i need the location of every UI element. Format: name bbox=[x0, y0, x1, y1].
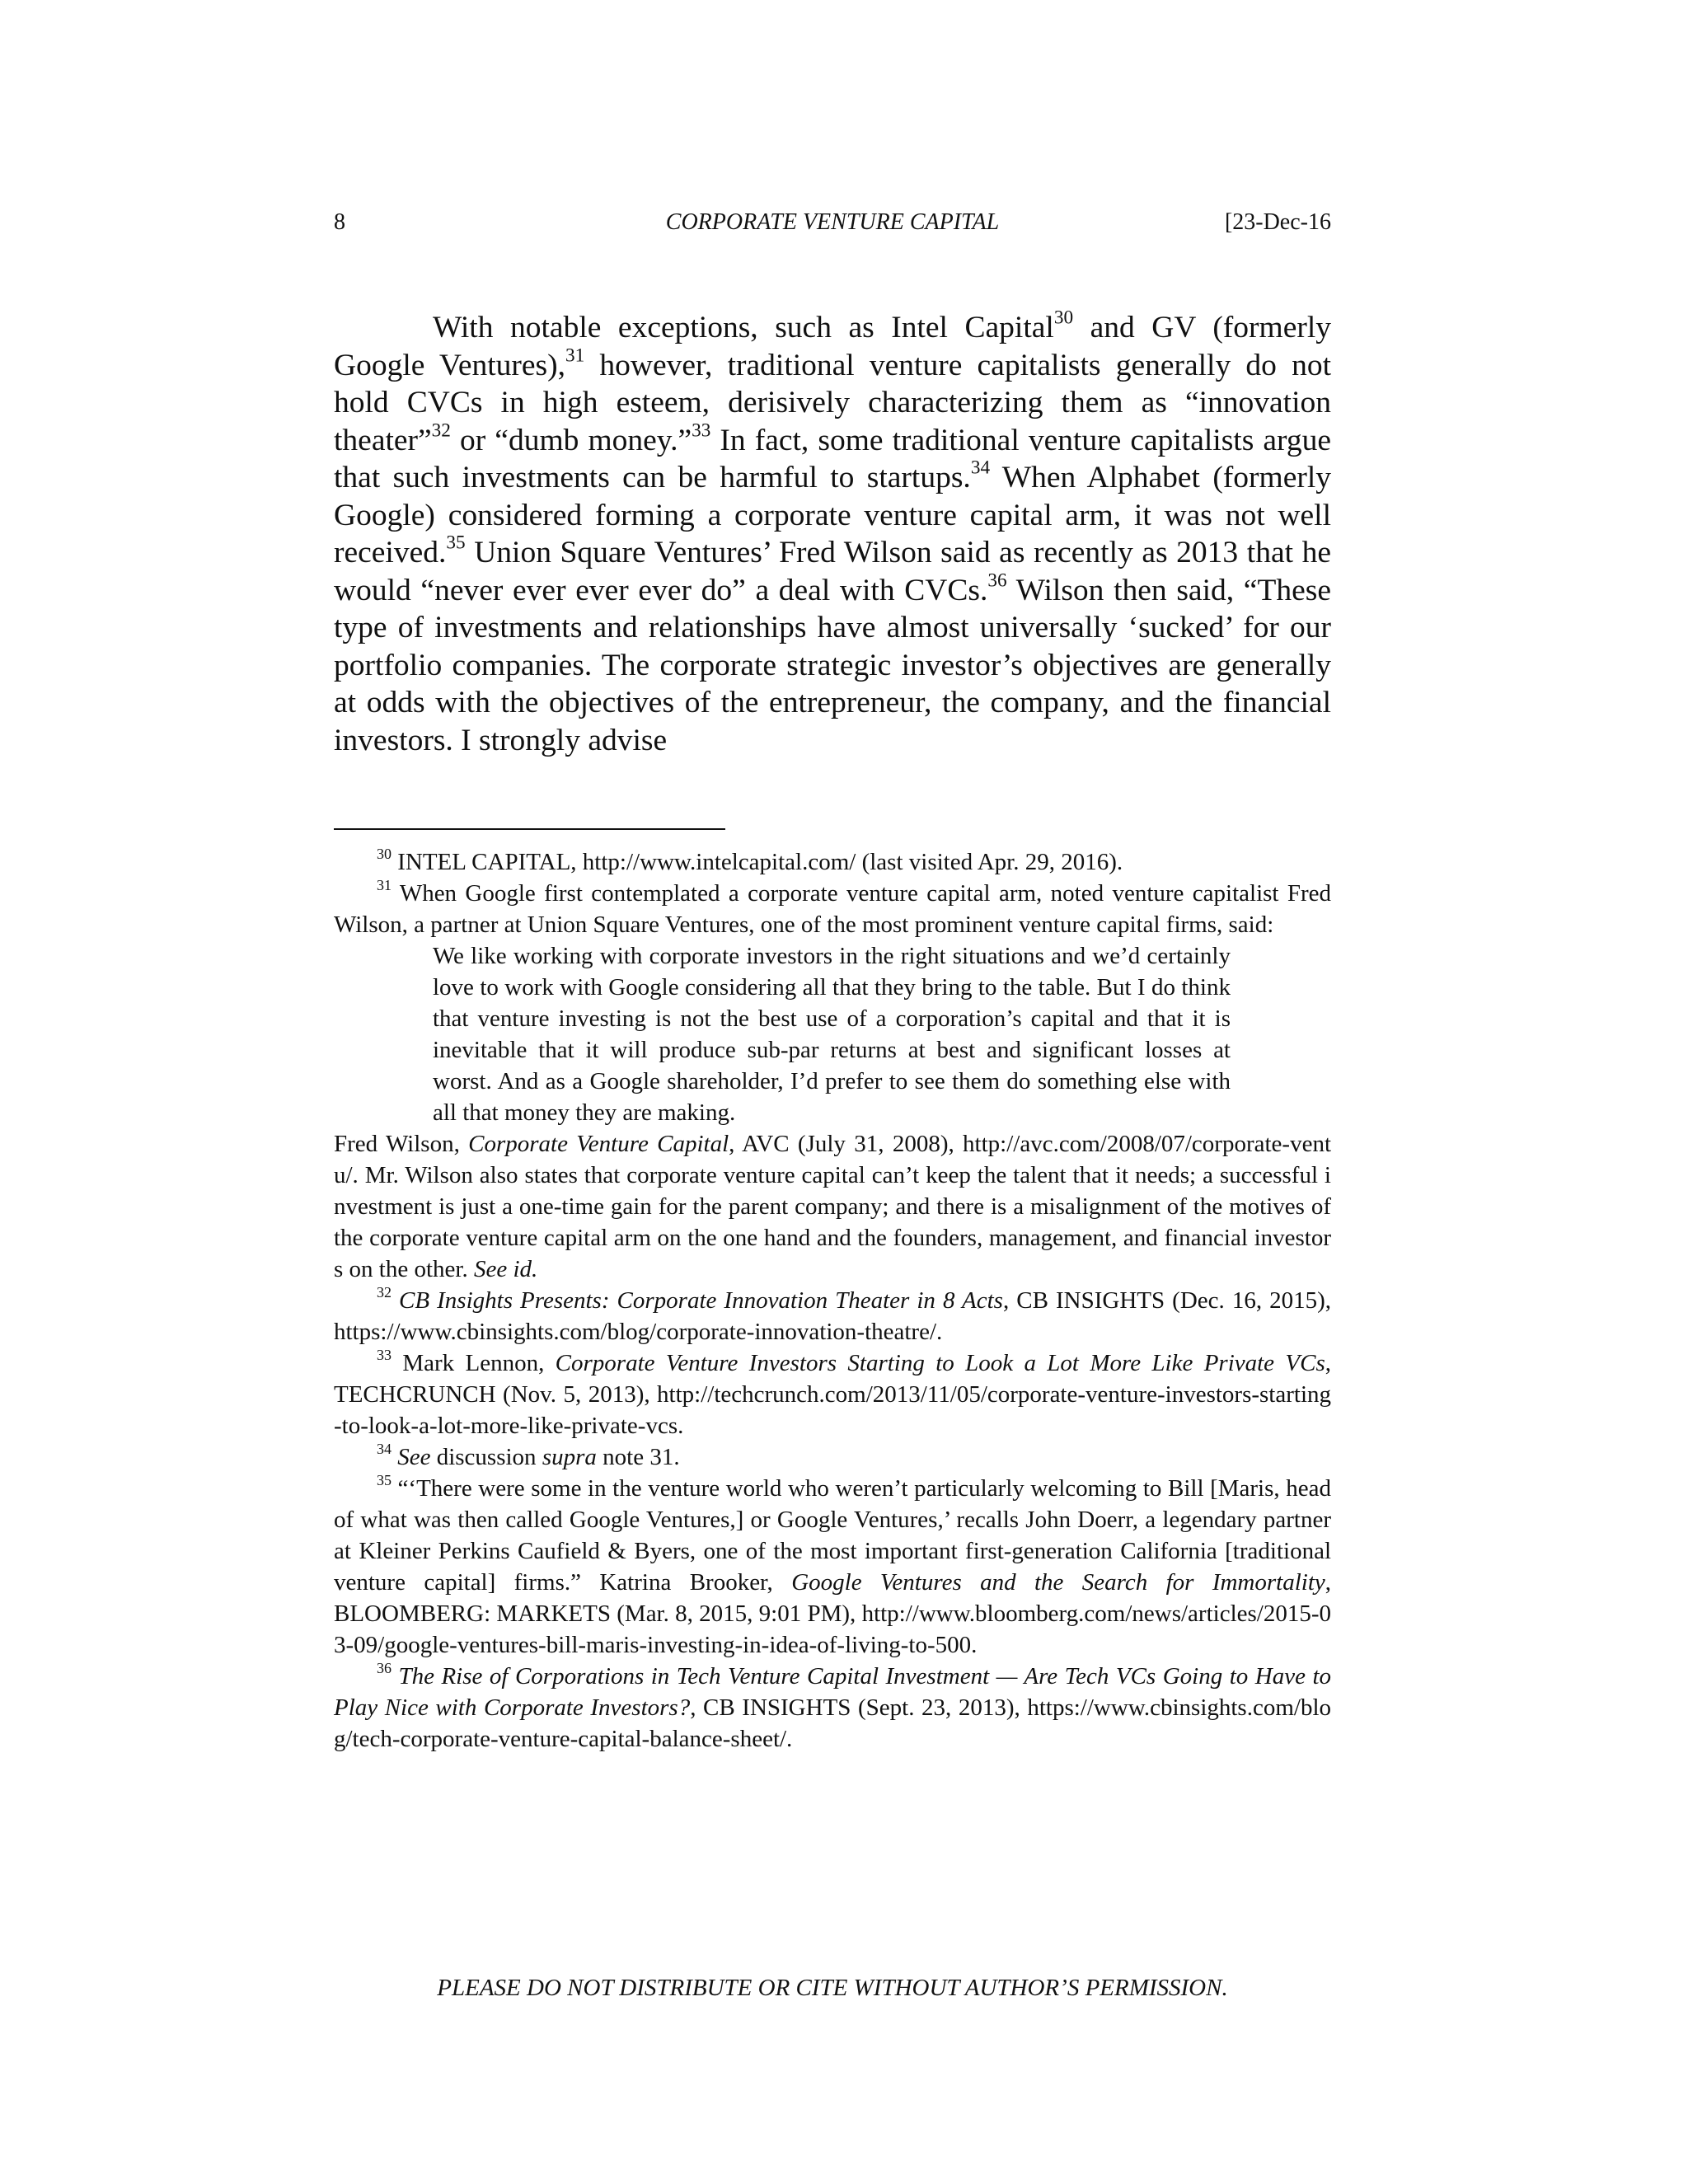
footnote-text: : M bbox=[484, 1601, 518, 1627]
footnote-text: RUNCH bbox=[412, 1381, 496, 1408]
footnote-text: , AVC (July 31, 2008), http://avc.com/2008/07/corporate-ventu/. Mr. Wilson also states that corporate venture capital can’t keep the talent that it needs; a successful investment is just a one-time gain for the parent company; and there is a misalignment of the motives of the corporate venture capital arm on the one hand and the founders, management, and financial investors on the other. bbox=[334, 1131, 1332, 1282]
footnote-text: (Dec. 16, 2015), https://www.cbinsights.com/blog/corporate-innovation-theatre/. bbox=[334, 1287, 1332, 1345]
header-date: [23-Dec-16 bbox=[1224, 209, 1331, 235]
body-text-run: Wilson then said, “These type of investments and relationships have almost universally ‘sucked’ for our portfolio companies. The corporate strategic investor’s objectives are generally at odds with the objectives of the entrepreneur, the company, and the financial investors. I strongly advise bbox=[334, 573, 1331, 757]
block-quote: We like working with corporate investors in the right situations and we’d certainly love to work with Google considering all that they bring to the table. But I do think that venture investing is not the best use of a corporation’s capital and that it is inevitable that it will produce sub-par returns at best and significant losses at worst. And as a Google shareholder, I’d prefer to see them do something else with all that money they are making. bbox=[433, 943, 1231, 1126]
footnote-ref-34[interactable]: 34 bbox=[970, 457, 991, 479]
footnote-text: “‘There were some in the venture world who weren’t particularly welcoming to Bill [Maris, head of what was then called Google Ventures,] or Google Ventures,’ recalls John Doerr, a legendary partner at Kleiner Perkins Caufield & Byers, one of the most important first-generation California [traditional venture capital] firms.” Katrina Brooker, bbox=[334, 1475, 1331, 1596]
page-footer bbox=[334, 1971, 1331, 2004]
footnote-text: Mark Lennon, bbox=[391, 1350, 556, 1376]
footnote-text: See id. bbox=[473, 1256, 538, 1282]
body-text-run: Union Square Ventures’ Fred Wilson said as recently as 2013 that he would “never ever ever ever do” a deal with CVCs. bbox=[334, 536, 1331, 607]
footnote-text: (Nov. 5, 2013), http://techcrunch.com/2013/11/05/corporate-venture-investors-starting-to-look-a-lot-more-like-private-vcs. bbox=[334, 1381, 1331, 1439]
footnote-text: note 31. bbox=[596, 1444, 680, 1470]
footnote-number: 35 bbox=[377, 1472, 392, 1489]
footer-text: P bbox=[437, 1975, 452, 2001]
footnote-text: The Rise of Corporations in Tech Venture Capital Investment — Are Tech VCs Going to Have to Play Nice with Corporate Investors? bbox=[334, 1663, 1331, 1721]
footnote-text: NTEL bbox=[405, 849, 472, 875]
footnote-ref-31[interactable]: 31 bbox=[565, 344, 585, 366]
footnote-ref-30[interactable]: 30 bbox=[1053, 307, 1074, 329]
footnote-text: , CB I bbox=[690, 1694, 750, 1721]
footnote-31 bbox=[334, 878, 1331, 940]
footnote-text: ECH bbox=[348, 1381, 396, 1408]
page-header bbox=[334, 206, 1331, 239]
footnote-text: discussion bbox=[430, 1444, 542, 1470]
footer-text: S PERMISSION. bbox=[1067, 1975, 1228, 2001]
body-paragraph bbox=[334, 309, 1331, 759]
footnote-number: 30 bbox=[377, 846, 392, 863]
footnote-number: 33 bbox=[377, 1347, 392, 1364]
body-text-run: or “dumb money.” bbox=[450, 423, 692, 457]
footnote-text: NSIGHTS bbox=[749, 1694, 851, 1721]
running-title: CORPORATE VENTURE CAPITAL bbox=[665, 209, 1000, 235]
footnote-text: , T bbox=[334, 1350, 1331, 1408]
footnote-number: 32 bbox=[377, 1284, 392, 1301]
footnote-number: 36 bbox=[377, 1660, 392, 1677]
body-text-run: In fact, some traditional venture capitalists argue that such investments can be harmful to startups. bbox=[334, 423, 1331, 494]
footnote-text: CB Insights Presents: Corporate Innovation Theater in 8 Acts bbox=[399, 1287, 1003, 1314]
footnote-text: I bbox=[397, 849, 406, 875]
footnote-text: , CB I bbox=[1002, 1287, 1064, 1314]
footnote-text: , http://www.intelcapital.com/ (last visited Apr. 29, 2016). bbox=[570, 849, 1123, 875]
footnote-text: Corporate Venture Investors Starting to Look a Lot More Like Private VCs bbox=[555, 1350, 1325, 1376]
footnote-34 bbox=[334, 1441, 1331, 1473]
footnote-text: C bbox=[471, 849, 488, 875]
footnote-text: Google Ventures and the Search for Immortality bbox=[791, 1569, 1325, 1596]
footnote-ref-32[interactable]: 32 bbox=[431, 419, 451, 441]
footnote-text: NSIGHTS bbox=[1063, 1287, 1165, 1314]
footnote-text: LOOMBERG bbox=[349, 1601, 485, 1627]
footnote-text: When Google first contemplated a corporate venture capital arm, noted venture capitalist Fred Wilson, a partner at Union Square Ventures, one of the most prominent venture capital firms, said: bbox=[334, 880, 1331, 938]
footnote-separator bbox=[334, 828, 725, 830]
footnote-text: (Sept. 23, 2013), https://www.cbinsights.com/blog/tech-corporate-venture-capital-balance-sheet/. bbox=[334, 1694, 1332, 1752]
footnote-text: (Mar. 8, 2015, 9:01 PM), http://www.bloomberg.com/news/articles/2015-03-09/google-ventures-bill-maris-investing-in-idea-of-living-to-500. bbox=[334, 1601, 1332, 1658]
footnote-number: 34 bbox=[377, 1441, 392, 1458]
footnote-32 bbox=[334, 1285, 1331, 1347]
body-text-run: and GV (formerly Google Ventures), bbox=[334, 311, 1331, 382]
footnote-31-citation bbox=[334, 1128, 1331, 1285]
footnote-36 bbox=[334, 1661, 1331, 1755]
body-text-run: however, traditional venture capitalists generally do not hold CVCs in high esteem, derisively characterizing them as “innovation theater” bbox=[334, 348, 1331, 457]
footnote-text: ARKETS bbox=[518, 1601, 611, 1627]
body-text-run: When Alphabet (formerly Google) considered forming a corporate venture capital arm, it was not well received. bbox=[334, 461, 1331, 569]
footnote-text: Corporate Venture Capital bbox=[468, 1131, 729, 1157]
footnotes bbox=[334, 846, 1331, 1755]
footnote-text: supra bbox=[542, 1444, 597, 1470]
footnote-text: See bbox=[397, 1444, 431, 1470]
footnote-text: , B bbox=[334, 1569, 1331, 1627]
page-number: 8 bbox=[334, 209, 345, 235]
footnote-text: Fred Wilson, bbox=[334, 1131, 469, 1157]
footnote-text: APITAL bbox=[487, 849, 571, 875]
footnote-ref-35[interactable]: 35 bbox=[446, 532, 466, 554]
body-text bbox=[334, 309, 1331, 759]
footnote-33 bbox=[334, 1347, 1331, 1441]
body-text-run: With notable exceptions, such as Intel Capital bbox=[433, 311, 1054, 344]
footnote-ref-33[interactable]: 33 bbox=[692, 419, 711, 441]
footnote-35 bbox=[334, 1473, 1331, 1661]
footnote-30 bbox=[334, 846, 1331, 878]
footnote-text: C bbox=[396, 1381, 413, 1408]
footer-text: ’ bbox=[1059, 1975, 1067, 2001]
footer-text: LEASE DO NOT DISTRIBUTE OR CITE WITHOUT AUTHOR bbox=[452, 1975, 1060, 2001]
footnote-number: 31 bbox=[377, 877, 392, 894]
footnote-ref-36[interactable]: 36 bbox=[987, 569, 1007, 591]
